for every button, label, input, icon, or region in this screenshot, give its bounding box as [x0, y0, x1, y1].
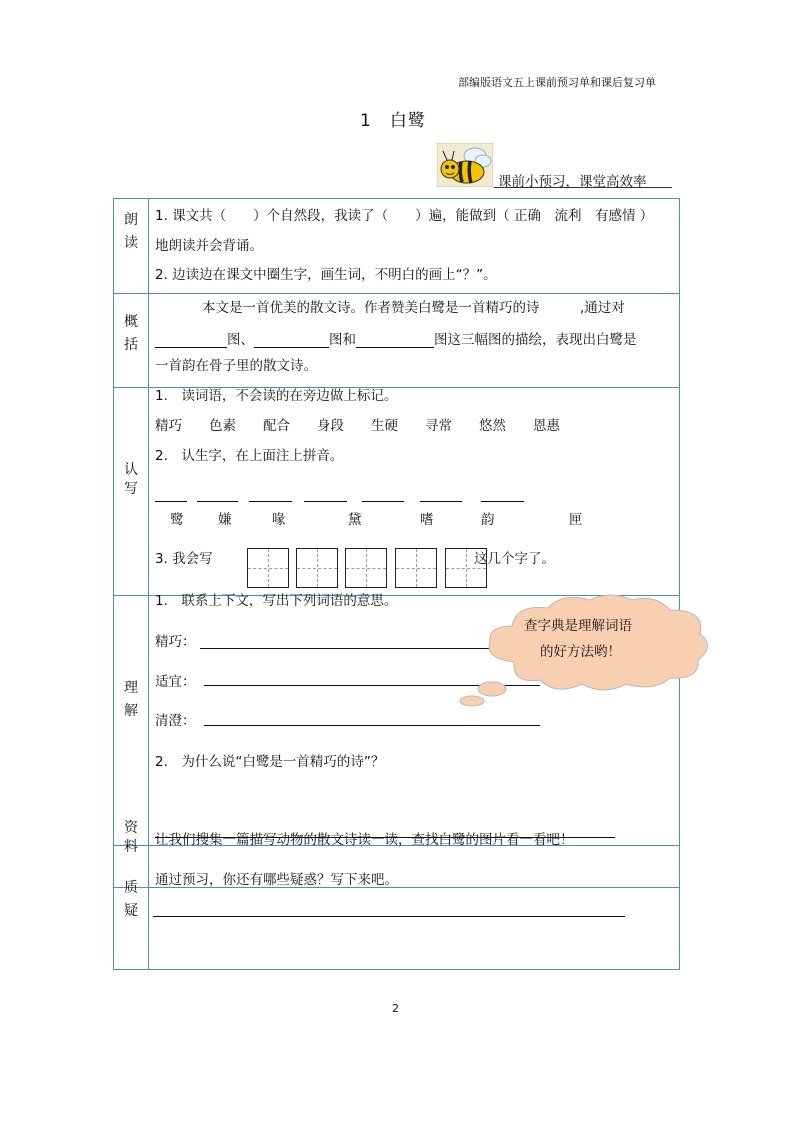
gaikuo-line-3: 一首韵在骨子里的散文诗。: [155, 358, 317, 374]
renxie-q2: 2. 认生字，在上面注上拼音。: [155, 448, 344, 464]
lesson-name: 白鹭: [389, 111, 426, 131]
slogan-underline: [494, 187, 672, 188]
ziliao-strike-line: [155, 837, 615, 838]
writing-grid[interactable]: [296, 548, 338, 588]
cloud-text-2: 的好方法哟！: [540, 644, 621, 660]
label-langdu: 朗 读: [124, 212, 138, 251]
lesson-number: 1: [360, 111, 372, 131]
column-divider: [148, 199, 149, 969]
lijie-q2: 2. 为什么说“白鹭是一首精巧的诗”？: [155, 754, 385, 770]
langdu-line-1: 1. 课文共（ ）个自然段，我读了（ ）遍，能做到（ 正确 流利 有感情 ）: [155, 208, 654, 224]
pinyin-blank[interactable]: [481, 501, 524, 502]
renxie-q1: 1. 读词语，不会读的在旁边做上标记。: [155, 388, 398, 404]
answer-line[interactable]: [153, 916, 625, 917]
new-char: 嗜: [420, 512, 434, 528]
writing-grid[interactable]: [395, 548, 437, 588]
gaikuo-line-2: 图、 图和 图这三幅图的描绘，表现出白鹭是: [155, 328, 637, 348]
row-divider: [114, 293, 679, 294]
word-shiyi: 适宜：: [155, 674, 196, 690]
word-jingqiao: 精巧：: [155, 634, 196, 650]
bee-icon: [437, 143, 493, 187]
pinyin-blank[interactable]: [420, 501, 462, 502]
new-char: 黛: [348, 512, 362, 528]
label-gaikuo: 概 括: [124, 314, 138, 353]
pinyin-blank[interactable]: [362, 501, 404, 502]
new-char: 嫌: [218, 512, 232, 528]
gaikuo-line-1: 本文是一首优美的散文诗。作者赞美白鹭是一首精巧的诗 ,通过对: [202, 300, 625, 316]
pinyin-blank[interactable]: [249, 501, 292, 502]
blank[interactable]: [356, 333, 434, 348]
ziliao-text: 让我们搜集一篇描写动物的散文诗读一读，查找白鹭的图片看一看吧！: [155, 832, 574, 848]
lijie-q1: 1. 联系上下文，写出下列词语的意思。: [155, 593, 398, 609]
label-ziliao: 资 料: [124, 820, 138, 855]
cloud-text-1: 查字典是理解词语: [524, 618, 632, 634]
word-qingcheng: 清澄：: [155, 713, 196, 729]
label-zhiyi: 质 疑: [124, 880, 138, 919]
pinyin-blank[interactable]: [155, 501, 187, 502]
slogan: 课前小预习，课堂高效率: [498, 174, 647, 190]
writing-grid[interactable]: [345, 548, 387, 588]
pinyin-blank[interactable]: [197, 501, 238, 502]
label-lijie: 理 解: [124, 680, 138, 719]
zhiyi-text: 通过预习，你还有哪些疑惑？写下来吧。: [155, 872, 398, 888]
pinyin-blank[interactable]: [304, 501, 347, 502]
new-char: 韵: [481, 512, 495, 528]
writing-grid[interactable]: [247, 548, 289, 588]
new-char: 鹭: [170, 512, 184, 528]
blank[interactable]: [155, 333, 227, 348]
new-char: 喙: [272, 512, 286, 528]
renxie-q3-suffix: 这几个字了。: [474, 551, 555, 567]
langdu-line-2: 地朗读并会背诵。: [155, 238, 263, 254]
page-header: 部编版语文五上课前预习单和课后复习单: [458, 76, 656, 89]
langdu-line-3: 2. 边读边在课文中圈生字，画生词，不明白的画上“？”。: [155, 267, 497, 283]
blank[interactable]: [254, 333, 329, 348]
label-renxie: 认 写: [124, 462, 138, 497]
new-char: 匣: [569, 512, 583, 528]
answer-line[interactable]: [204, 725, 540, 726]
page-number: 2: [392, 1002, 399, 1015]
renxie-q3-prefix: 3. 我会写: [155, 551, 213, 567]
lesson-title: [360, 106, 426, 131]
word-list: 精巧 色素 配合 身段 生硬 寻常 悠然 恩惠: [155, 418, 560, 434]
